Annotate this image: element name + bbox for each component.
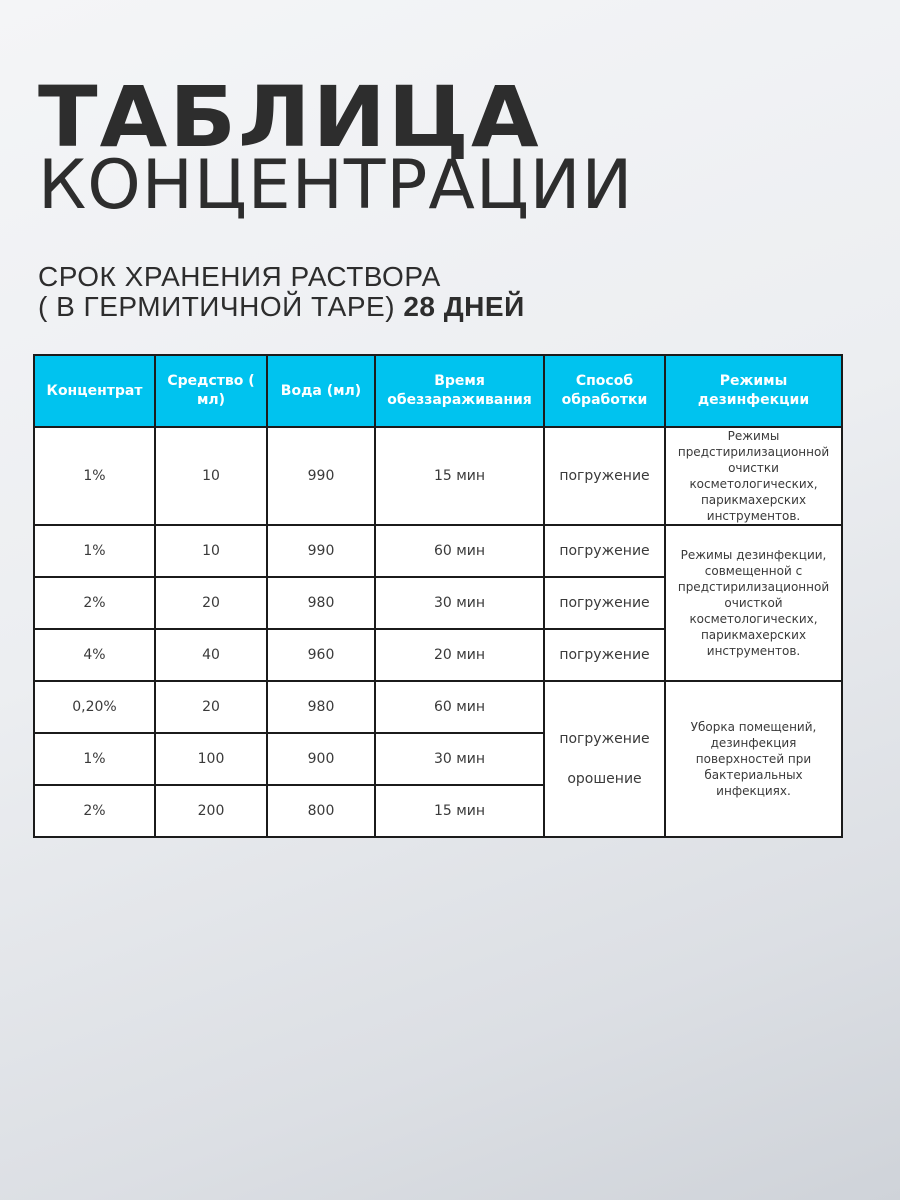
cell-agent: 10 — [155, 525, 267, 577]
cell-agent: 100 — [155, 733, 267, 785]
cell-agent: 20 — [155, 577, 267, 629]
cell-method: погружение — [544, 629, 665, 681]
cell-time: 60 мин — [375, 525, 544, 577]
cell-water: 980 — [267, 577, 375, 629]
cell-time: 20 мин — [375, 629, 544, 681]
subtitle-line-2: ( В ГЕРМИТИЧНОЙ ТАРЕ) — [38, 291, 396, 322]
header-agent: Средство ( мл) — [155, 355, 267, 427]
cell-method-group — [544, 681, 665, 837]
cell-method: погружение — [544, 427, 665, 525]
cell-concentrate: 1% — [34, 427, 155, 525]
cell-modes: Уборка помещений, дезинфекция поверхностей при бактериальных инфекциях. — [665, 681, 842, 837]
cell-concentrate: 1% — [34, 733, 155, 785]
method-immersion: погружение — [559, 731, 650, 747]
header-concentrate: Концентрат — [34, 355, 155, 427]
cell-method: погружение — [544, 577, 665, 629]
header-water: Вода (мл) — [267, 355, 375, 427]
title-line-2: КОНЦЕНТРАЦИИ — [38, 146, 634, 225]
cell-time: 15 мин — [375, 785, 544, 837]
cell-time: 60 мин — [375, 681, 544, 733]
cell-agent: 20 — [155, 681, 267, 733]
concentration-table — [33, 354, 843, 838]
cell-agent: 10 — [155, 427, 267, 525]
cell-concentrate: 1% — [34, 525, 155, 577]
title-line-1: ТАБЛИЦА — [38, 68, 541, 166]
header-modes: Режимы дезинфекции — [665, 355, 842, 427]
cell-water: 980 — [267, 681, 375, 733]
cell-time: 30 мин — [375, 577, 544, 629]
subtitle — [38, 262, 525, 322]
cell-water: 990 — [267, 427, 375, 525]
cell-agent: 40 — [155, 629, 267, 681]
cell-modes: Режимы предстирилизационной очистки косметологических, парикмахерских инструментов. — [665, 427, 842, 525]
cell-modes: Режимы дезинфекции, совмещенной с предстирилизационной очисткой косметологических, парикмахерских инструментов. — [665, 525, 842, 681]
cell-water: 960 — [267, 629, 375, 681]
subtitle-line-1: СРОК ХРАНЕНИЯ РАСТВОРА — [38, 261, 441, 292]
table-row — [34, 427, 842, 525]
cell-time: 15 мин — [375, 427, 544, 525]
table-row — [34, 681, 842, 733]
cell-concentrate: 2% — [34, 577, 155, 629]
table-row — [34, 525, 842, 577]
cell-concentrate: 0,20% — [34, 681, 155, 733]
subtitle-storage-days: 28 ДНЕЙ — [403, 291, 525, 322]
cell-method: погружение — [544, 525, 665, 577]
cell-water: 990 — [267, 525, 375, 577]
cell-agent: 200 — [155, 785, 267, 837]
header-time: Время обеззараживания — [375, 355, 544, 427]
cell-time: 30 мин — [375, 733, 544, 785]
method-spraying: орошение — [567, 771, 642, 787]
cell-concentrate: 4% — [34, 629, 155, 681]
table-header-row — [34, 355, 842, 427]
cell-concentrate: 2% — [34, 785, 155, 837]
cell-water: 900 — [267, 733, 375, 785]
cell-water: 800 — [267, 785, 375, 837]
header-method: Способ обработки — [544, 355, 665, 427]
